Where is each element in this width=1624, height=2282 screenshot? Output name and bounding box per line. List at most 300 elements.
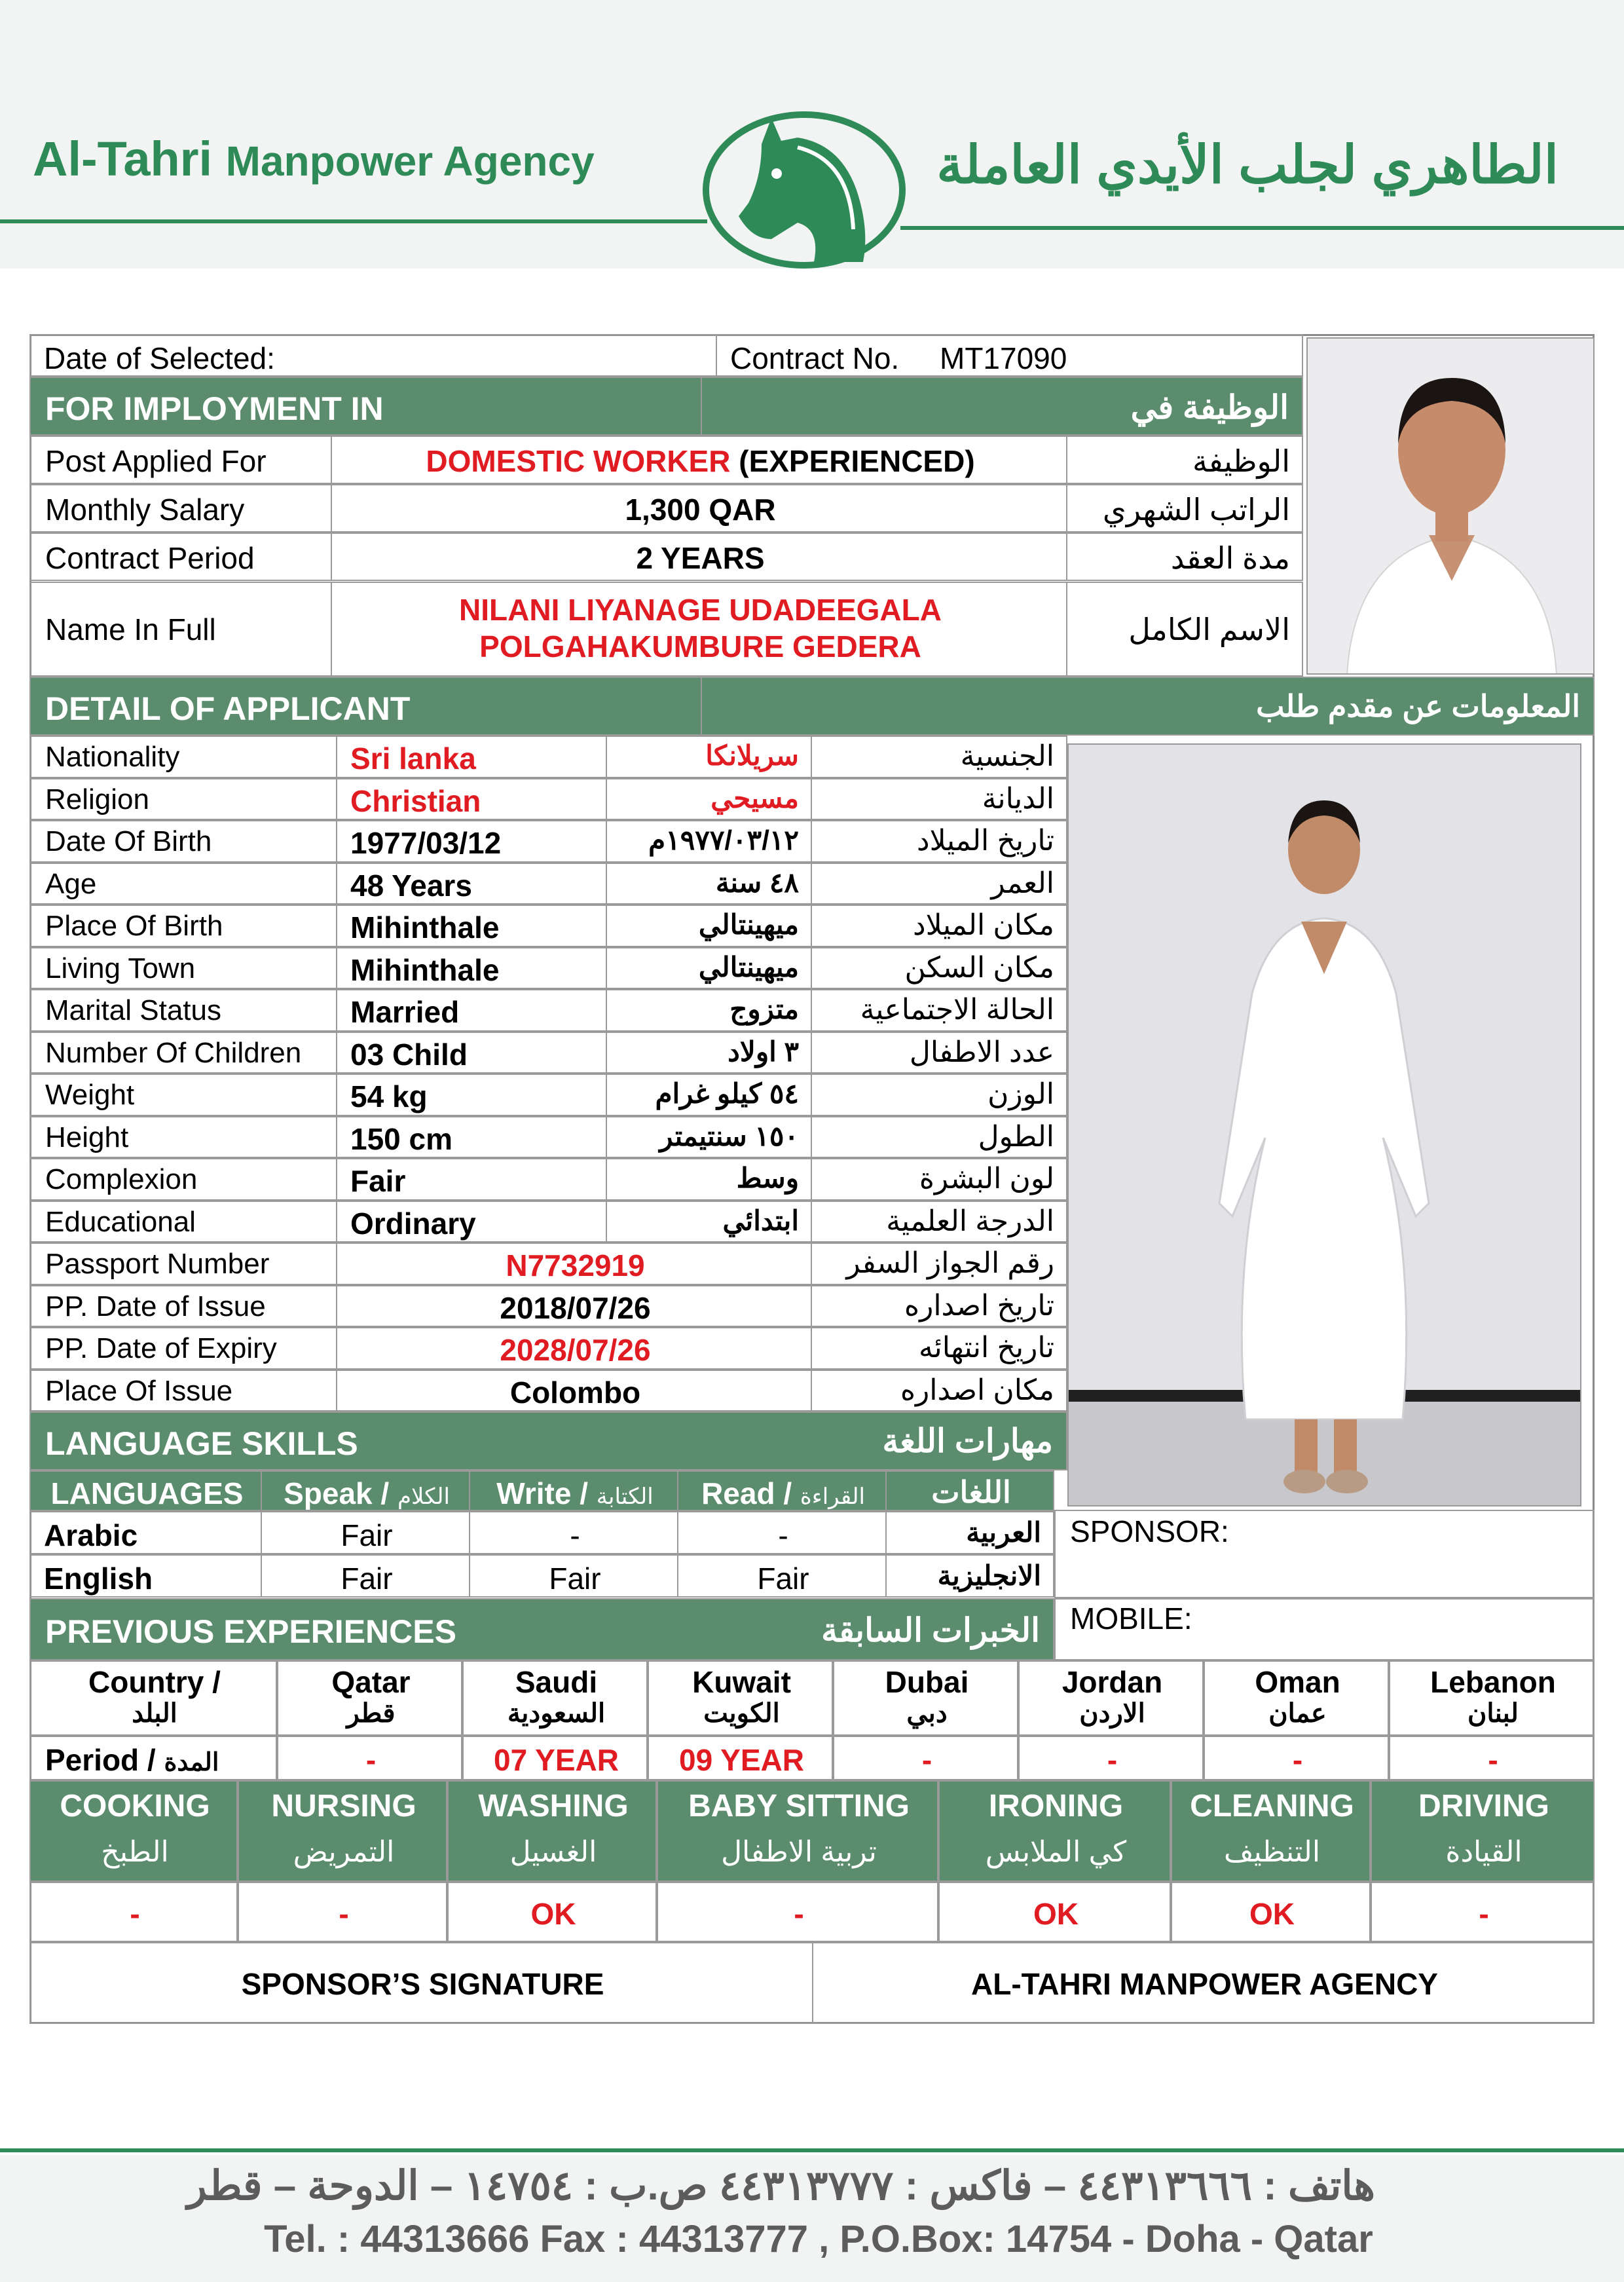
lang-speak-cell xyxy=(261,1511,470,1554)
passport-ar-cell xyxy=(811,1243,1067,1285)
country-name-ar: قطر xyxy=(346,1699,396,1728)
skill-value: - xyxy=(130,1897,140,1931)
header-rule-right xyxy=(900,226,1624,230)
passport-label: PP. Date of Issue xyxy=(45,1290,266,1322)
lang-header-en: Read / xyxy=(701,1476,800,1510)
agency-signature-label: AL-TAHRI MANPOWER AGENCY xyxy=(971,1967,1438,2001)
applicant-value: 54 kg xyxy=(350,1079,428,1113)
country-name: Dubai xyxy=(885,1665,969,1699)
header-rule-left xyxy=(0,219,707,223)
lang-name: Arabic xyxy=(44,1518,138,1552)
sponsor-signature-label: SPONSOR’S SIGNATURE xyxy=(241,1967,604,2001)
country-cell xyxy=(1389,1660,1595,1736)
applicant-label: Date Of Birth xyxy=(45,825,212,857)
skill-header-cell xyxy=(1371,1780,1595,1882)
header-divider-2 xyxy=(701,677,702,736)
mobile-cell xyxy=(1054,1598,1595,1660)
employment-label-cell xyxy=(29,533,332,581)
skill-value: OK xyxy=(530,1897,576,1931)
sponsor-cell xyxy=(1054,1510,1595,1598)
applicant-label-ar: مكان الميلاد xyxy=(912,909,1054,941)
passport-value-cell xyxy=(336,1243,812,1285)
employment-value-text: 1,300 QAR xyxy=(625,493,776,527)
applicant-value-cell xyxy=(336,778,607,821)
applicant-value: Mihinthale xyxy=(350,952,500,987)
employment-title-ar: الوظيفة في xyxy=(1130,389,1289,426)
employment-value xyxy=(332,540,1067,576)
period-label-cell xyxy=(29,1736,277,1780)
applicant-label-cell xyxy=(29,1201,337,1243)
applicant-ar-cell xyxy=(811,1201,1067,1243)
skill-value: - xyxy=(1479,1897,1489,1931)
passport-label-ar: تاريخ انتهائه xyxy=(918,1332,1054,1364)
period-cell xyxy=(1389,1736,1595,1780)
passport-label-ar: رقم الجواز السفر xyxy=(846,1247,1054,1279)
lang-header-ar: الكتابة xyxy=(596,1484,654,1509)
skill-name-ar: القيادة xyxy=(1445,1836,1522,1868)
mobile-label: MOBILE: xyxy=(1070,1601,1192,1636)
country-name-ar: دبي xyxy=(906,1699,948,1728)
passport-ar-cell xyxy=(811,1327,1067,1370)
period-value: - xyxy=(921,1743,932,1777)
passport-value: Colombo xyxy=(509,1375,641,1410)
country-cell xyxy=(1204,1660,1389,1736)
name-line-2: POLGAHAKUMBURE GEDERA xyxy=(479,629,921,664)
lang-write-value: - xyxy=(570,1518,580,1552)
applicant-label-cell xyxy=(29,1116,337,1159)
applicant-value-ar: مسيحي xyxy=(710,782,799,814)
skill-name: CLEANING xyxy=(1190,1789,1354,1824)
applicant-label-cell xyxy=(29,905,337,947)
passport-label-ar: مكان اصداره xyxy=(900,1374,1054,1406)
employment-value-cell xyxy=(331,533,1067,581)
applicant-label-ar: الجنسية xyxy=(960,740,1054,772)
name-value-cell xyxy=(331,582,1067,677)
applicant-label-cell xyxy=(29,989,337,1032)
period-cell xyxy=(1018,1736,1204,1780)
skill-value-cell xyxy=(447,1882,657,1942)
skill-header-cell xyxy=(938,1780,1171,1882)
skill-name: WASHING xyxy=(478,1789,629,1824)
applicant-label: Weight xyxy=(45,1079,135,1111)
skill-header-cell xyxy=(29,1780,238,1882)
passport-label-cell xyxy=(29,1285,337,1328)
period-cell xyxy=(462,1736,648,1780)
applicant-label-cell xyxy=(29,863,337,905)
skill-value-cell xyxy=(938,1882,1171,1942)
lang-header-lang-ar-label: اللغات xyxy=(931,1475,1011,1509)
country-cell xyxy=(1018,1660,1204,1736)
lang-read-value: Fair xyxy=(757,1562,809,1596)
applicant-label-ar: الحالة الاجتماعية xyxy=(860,994,1054,1026)
contract-number: MT17090 xyxy=(940,341,1067,375)
period-value: - xyxy=(365,1743,377,1777)
lang-name-cell xyxy=(29,1554,262,1598)
lang-name-ar-cell xyxy=(885,1511,1054,1554)
applicant-label-cell xyxy=(29,947,337,990)
lang-header-ar: القراءة xyxy=(800,1484,865,1509)
passport-ar-cell xyxy=(811,1285,1067,1328)
country-name-ar: عمان xyxy=(1268,1699,1327,1728)
applicant-value: Ordinary xyxy=(350,1206,476,1241)
applicant-value-ar-cell xyxy=(606,989,812,1032)
employment-label-ar: الوظيفة xyxy=(1192,444,1290,478)
country-cell xyxy=(462,1660,648,1736)
applicant-value-ar-cell xyxy=(606,820,812,863)
language-section-header xyxy=(29,1412,1067,1470)
country-name: Qatar xyxy=(331,1665,411,1699)
skill-header-cell xyxy=(447,1780,657,1882)
skill-name-ar: تربية الاطفال xyxy=(721,1836,877,1868)
applicant-label-cell xyxy=(29,778,337,821)
footer-contact-ar: هاتف : ٤٤٣١٣٦٦٦ – فاكس : ٤٤٣١٣٧٧٧ ص.ب : ١٤٧٥٤ – الدوحة – قطر xyxy=(187,2163,1375,2209)
applicant-title-ar: المعلومات عن مقدم طلب xyxy=(1256,689,1580,723)
lang-header-write xyxy=(469,1470,678,1511)
lang-read-value: - xyxy=(778,1518,788,1552)
applicant-label-ar: الطول xyxy=(978,1120,1054,1153)
lang-read-cell xyxy=(677,1554,887,1598)
skill-name: BABY SITTING xyxy=(688,1789,910,1824)
period-value: 09 YEAR xyxy=(679,1743,804,1777)
applicant-value: 150 cm xyxy=(350,1121,453,1156)
contract-label: Contract No. xyxy=(730,341,900,375)
skill-name-ar: التمريض xyxy=(293,1836,395,1868)
period-cell xyxy=(1204,1736,1389,1780)
applicant-value-ar: متزوج xyxy=(729,994,799,1024)
country-name: Kuwait xyxy=(692,1665,791,1699)
full-body-photo xyxy=(1067,743,1581,1506)
skill-value: OK xyxy=(1033,1897,1079,1931)
period-value: - xyxy=(1488,1743,1498,1777)
period-value: - xyxy=(1292,1743,1303,1777)
employment-value-cell xyxy=(331,484,1067,533)
applicant-label-ar: لون البشرة xyxy=(919,1163,1054,1195)
applicant-label-cell xyxy=(29,1158,337,1201)
skill-value-cell xyxy=(29,1882,238,1942)
employment-ar-cell xyxy=(1066,436,1303,484)
lang-name-cell xyxy=(29,1511,262,1554)
name-label: Name In Full xyxy=(45,612,216,646)
applicant-value-ar-cell xyxy=(606,1158,812,1201)
applicant-label: Educational xyxy=(45,1205,196,1238)
applicant-label: Age xyxy=(45,867,97,900)
sponsor-signature-cell[interactable] xyxy=(29,1942,813,2024)
company-name-en xyxy=(33,131,595,187)
applicant-value-ar-cell xyxy=(606,736,812,778)
lang-header-speak xyxy=(261,1470,470,1511)
lang-read-cell xyxy=(677,1511,887,1554)
applicant-label: Place Of Birth xyxy=(45,910,223,942)
passport-photo xyxy=(1306,337,1595,675)
employment-label-ar: مدة العقد xyxy=(1170,541,1290,575)
applicant-value-ar: سريلانكا xyxy=(705,740,799,771)
applicant-value-ar: ميهينتالي xyxy=(698,951,799,982)
employment-value-text: (EXPERIENCED) xyxy=(730,444,975,478)
applicant-ar-cell xyxy=(811,863,1067,905)
applicant-value-ar: ٥٤ كيلو غرام xyxy=(655,1078,799,1109)
skill-header-cell xyxy=(657,1780,938,1882)
country-cell xyxy=(277,1660,462,1736)
skill-value-cell xyxy=(657,1882,938,1942)
passport-label-cell xyxy=(29,1243,337,1285)
date-selected-label: Date of Selected: xyxy=(44,341,275,375)
applicant-ar-cell xyxy=(811,778,1067,821)
employment-label: Contract Period xyxy=(45,541,255,575)
applicant-value-ar-cell xyxy=(606,947,812,990)
applicant-label: Number Of Children xyxy=(45,1036,302,1069)
agency-signature-cell[interactable] xyxy=(812,1942,1595,2024)
country-label: Country / xyxy=(88,1665,221,1699)
skill-name: DRIVING xyxy=(1418,1789,1549,1824)
experience-title-ar: الخبرات السابقة xyxy=(821,1612,1040,1649)
applicant-label: Height xyxy=(45,1121,129,1153)
employment-label: Post Applied For xyxy=(45,444,267,478)
skill-header-cell xyxy=(238,1780,447,1882)
period-value: - xyxy=(1107,1743,1118,1777)
country-name-ar: الاردن xyxy=(1079,1699,1145,1728)
applicant-ar-cell xyxy=(811,1074,1067,1116)
applicant-value-ar-cell xyxy=(606,1032,812,1074)
sponsor-label: SPONSOR: xyxy=(1070,1514,1229,1548)
lang-header-speak-label xyxy=(262,1476,470,1511)
skill-name-ar: الطبخ xyxy=(101,1836,169,1868)
employment-label-cell xyxy=(29,484,332,533)
applicant-label-cell xyxy=(29,1032,337,1074)
passport-value-cell xyxy=(336,1285,812,1328)
lang-header-languages xyxy=(29,1470,262,1511)
applicant-label: Nationality xyxy=(45,741,180,773)
applicant-value-cell xyxy=(336,1074,607,1116)
lang-write-value: Fair xyxy=(549,1562,601,1596)
lang-write-cell xyxy=(469,1554,678,1598)
employment-section-header xyxy=(29,377,1303,436)
applicant-value: 03 Child xyxy=(350,1037,468,1072)
applicant-value: 1977/03/12 xyxy=(350,826,502,860)
applicant-value-ar: ١٥٠ سنتيمتر xyxy=(659,1120,799,1151)
applicant-value-ar: ابتدائي xyxy=(722,1205,799,1236)
applicant-label-ar: الديانة xyxy=(982,782,1054,815)
employment-ar-cell xyxy=(1066,484,1303,533)
contract-cell xyxy=(716,334,1303,377)
applicant-value-ar-cell xyxy=(606,863,812,905)
company-name-sub: Manpower Agency xyxy=(225,138,595,185)
employment-title-en: FOR IMPLOYMENT IN xyxy=(45,390,384,427)
skill-name-ar: كي الملابس xyxy=(985,1836,1127,1868)
lang-name: English xyxy=(44,1562,153,1596)
lang-header-en: Write / xyxy=(496,1476,597,1510)
skill-name: NURSING xyxy=(271,1789,416,1824)
lang-header-write-label xyxy=(470,1476,678,1511)
applicant-value-ar: ١٩٧٧/٠٣/١٢م xyxy=(648,825,799,855)
applicant-label-cell xyxy=(29,1074,337,1116)
experience-section-header xyxy=(29,1598,1054,1660)
employment-value xyxy=(332,492,1067,527)
name-line-1: NILANI LIYANAGE UDADEEGALA xyxy=(459,593,942,627)
passport-value-cell xyxy=(336,1370,812,1412)
applicant-value: Sri lanka xyxy=(350,741,476,776)
applicant-ar-cell xyxy=(811,905,1067,947)
country-label-ar: البلد xyxy=(132,1699,177,1728)
horse-logo-icon xyxy=(699,98,909,269)
applicant-value: Christian xyxy=(350,783,481,818)
period-label-en: Period / xyxy=(45,1743,164,1777)
applicant-value-cell xyxy=(336,820,607,863)
lang-header-lang-ar xyxy=(885,1470,1054,1511)
header-divider xyxy=(701,377,702,436)
applicant-title-en: DETAIL OF APPLICANT xyxy=(45,690,411,727)
applicant-section-header xyxy=(29,677,1595,736)
skill-name-ar: التنظيف xyxy=(1223,1836,1321,1868)
period-value: 07 YEAR xyxy=(494,1743,619,1777)
company-name-main: Al-Tahri xyxy=(33,132,213,186)
applicant-value-ar: وسط xyxy=(736,1163,799,1193)
applicant-value-ar-cell xyxy=(606,1201,812,1243)
applicant-value-cell xyxy=(336,1201,607,1243)
applicant-label-ar: العمر xyxy=(991,867,1054,899)
applicant-ar-cell xyxy=(811,989,1067,1032)
skill-value-cell xyxy=(1171,1882,1371,1942)
period-label-ar: المدة xyxy=(164,1749,219,1776)
passport-value-cell xyxy=(336,1327,812,1370)
applicant-value-cell xyxy=(336,1032,607,1074)
applicant-label-ar: الوزن xyxy=(987,1078,1054,1110)
passport-label-cell xyxy=(29,1370,337,1412)
employment-value-highlight: DOMESTIC WORKER xyxy=(426,444,731,478)
passport-ar-cell xyxy=(811,1370,1067,1412)
lang-speak-value: Fair xyxy=(341,1562,393,1596)
skill-name: IRONING xyxy=(988,1789,1124,1824)
lang-name-ar-cell xyxy=(885,1554,1054,1598)
applicant-value-ar-cell xyxy=(606,1116,812,1159)
lang-header-en: Speak / xyxy=(284,1476,397,1510)
lang-header-ar: الكلام xyxy=(397,1484,450,1509)
applicant-label-ar: عدد الاطفال xyxy=(909,1036,1054,1068)
country-name: Jordan xyxy=(1061,1665,1163,1699)
applicant-ar-cell xyxy=(811,736,1067,778)
passport-label: Place Of Issue xyxy=(45,1374,233,1407)
skill-value-cell xyxy=(1371,1882,1595,1942)
period-cell xyxy=(648,1736,833,1780)
applicant-value-cell xyxy=(336,736,607,778)
applicant-ar-cell xyxy=(811,820,1067,863)
passport-label: Passport Number xyxy=(45,1248,270,1280)
period-cell xyxy=(277,1736,462,1780)
applicant-label: Living Town xyxy=(45,952,196,984)
passport-value: 2018/07/26 xyxy=(500,1290,651,1325)
employment-value xyxy=(332,443,1067,479)
language-title-en: LANGUAGE SKILLS xyxy=(45,1425,358,1462)
applicant-value-ar-cell xyxy=(606,1074,812,1116)
country-name: Lebanon xyxy=(1430,1665,1556,1699)
skill-value: OK xyxy=(1249,1897,1295,1931)
applicant-value-cell xyxy=(336,1116,607,1159)
employment-value-cell xyxy=(331,436,1067,484)
passport-label-ar: تاريخ اصداره xyxy=(904,1289,1054,1322)
applicant-value: Married xyxy=(350,995,460,1029)
applicant-value-ar-cell xyxy=(606,778,812,821)
passport-label-cell xyxy=(29,1327,337,1370)
lang-name-ar: العربية xyxy=(966,1517,1041,1548)
applicant-value-cell xyxy=(336,863,607,905)
name-label-cell xyxy=(29,582,332,677)
employment-label-ar: الراتب الشهري xyxy=(1102,493,1290,527)
applicant-label-cell xyxy=(29,820,337,863)
applicant-value: Fair xyxy=(350,1164,406,1198)
period-cell xyxy=(833,1736,1018,1780)
applicant-value-cell xyxy=(336,989,607,1032)
experience-title-en: PREVIOUS EXPERIENCES xyxy=(45,1613,456,1650)
applicant-label: Religion xyxy=(45,783,149,815)
country-name: Oman xyxy=(1255,1665,1340,1699)
applicant-ar-cell xyxy=(811,1032,1067,1074)
applicant-label-ar: تاريخ الميلاد xyxy=(917,825,1054,857)
applicant-value-cell xyxy=(336,905,607,947)
applicant-value-ar-cell xyxy=(606,905,812,947)
skill-value-cell xyxy=(238,1882,447,1942)
country-name: Saudi xyxy=(515,1665,598,1699)
applicant-value-ar: ميهينتالي xyxy=(698,909,799,940)
skill-header-cell xyxy=(1171,1780,1371,1882)
country-label-cell xyxy=(29,1660,277,1736)
applicant-ar-cell xyxy=(811,1116,1067,1159)
applicant-label-cell xyxy=(29,736,337,778)
applicant-label: Marital Status xyxy=(45,994,221,1026)
country-cell xyxy=(833,1660,1018,1736)
applicant-value-cell xyxy=(336,947,607,990)
country-name-ar: الكويت xyxy=(703,1699,780,1728)
language-title-ar: مهارات اللغة xyxy=(882,1423,1053,1459)
applicant-ar-cell xyxy=(811,1158,1067,1201)
passport-label: PP. Date of Expiry xyxy=(45,1332,277,1364)
company-name-ar: الطاهري لجلب الأيدي العاملة xyxy=(936,136,1559,194)
employment-ar-cell xyxy=(1066,533,1303,581)
lang-header-read-label xyxy=(678,1476,887,1511)
employment-value-text: 2 YEARS xyxy=(636,541,765,575)
name-ar-cell xyxy=(1066,582,1303,677)
applicant-value: Mihinthale xyxy=(350,910,500,945)
lang-header-read xyxy=(677,1470,887,1511)
date-selected-cell xyxy=(29,334,717,377)
lang-header-languages-label: LANGUAGES xyxy=(50,1476,244,1510)
period-label xyxy=(45,1742,219,1778)
applicant-ar-cell xyxy=(811,947,1067,990)
employment-label: Monthly Salary xyxy=(45,493,245,527)
footer-contact-en: Tel. : 44313666 Fax : 44313777 , P.O.Box: 14754 - Doha - Qatar xyxy=(264,2218,1373,2260)
lang-speak-cell xyxy=(261,1554,470,1598)
country-cell xyxy=(648,1660,833,1736)
skill-value: - xyxy=(339,1897,349,1931)
country-name-ar: السعودية xyxy=(507,1699,606,1728)
lang-speak-value: Fair xyxy=(341,1518,393,1552)
applicant-value-cell xyxy=(336,1158,607,1201)
applicant-value: 48 Years xyxy=(350,868,472,903)
passport-value: 2028/07/26 xyxy=(500,1333,651,1367)
footer-rule xyxy=(0,2148,1624,2152)
lang-write-cell xyxy=(469,1511,678,1554)
name-label-ar: الاسم الكامل xyxy=(1128,612,1290,646)
applicant-label-ar: الدرجة العلمية xyxy=(886,1205,1054,1237)
applicant-value-ar: ٤٨ سنة xyxy=(715,867,799,898)
applicant-label: Complexion xyxy=(45,1163,198,1195)
applicant-label-ar: مكان السكن xyxy=(904,951,1054,984)
skill-value: - xyxy=(794,1897,804,1931)
country-name-ar: لبنان xyxy=(1467,1699,1519,1728)
applicant-value-ar: ٣ اولاد xyxy=(728,1036,799,1067)
lang-name-ar: الانجليزية xyxy=(937,1560,1041,1591)
skill-name-ar: الغسيل xyxy=(509,1836,597,1868)
employment-label-cell xyxy=(29,436,332,484)
skill-name: COOKING xyxy=(60,1789,210,1824)
